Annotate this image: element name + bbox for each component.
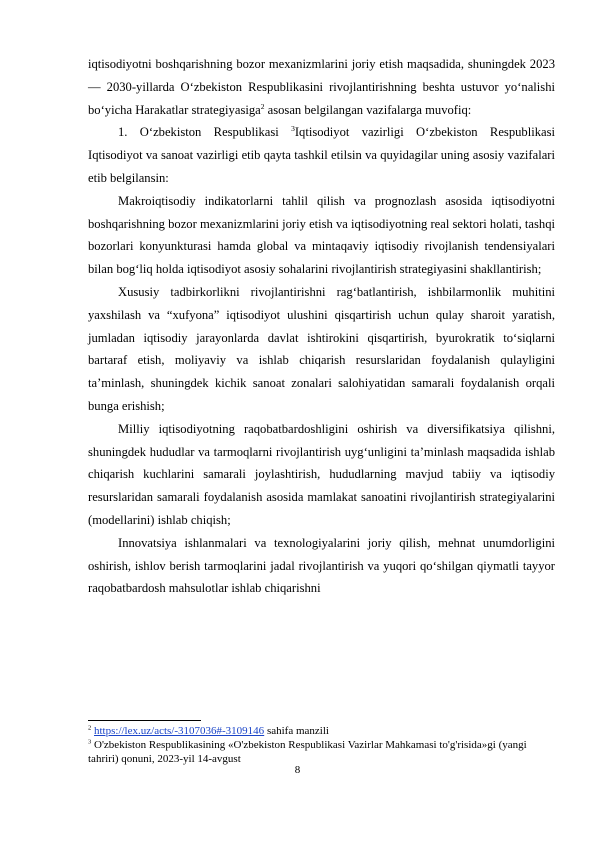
paragraph-item-1 [88, 121, 555, 189]
footnotes [88, 720, 555, 766]
footnote-separator [88, 720, 201, 721]
paragraph-national-economy: Milliy iqtisodiyotning raqobatbardoshligini oshirish va diversifikatsiya qilishni, shuningdek hududlar va tarmoqlarni rivojlantirish uyg‘unligini ta’minlash maqsadida ishlab chiqarish kuchlarini samarali joylashtirish, hududlarning mavjud tabiiy va iqtisodiy resurslaridan samarali foydalanish asosida mamlakat sanoatini rivojlantirish strategiyalarini (modellarini) ishlab chiqish; [88, 421, 555, 527]
footnote-mark-3: 3 [88, 738, 92, 746]
paragraph-intro [88, 53, 555, 121]
page-number: 8 [294, 764, 301, 776]
paragraph-macro-indicators: Makroiqtisodiy indikatorlarni tahlil qilish va prognozlash asosida iqtisodiyotni boshqarishning bozor mexanizmlarini joriy etish va iqtisodiyotning real sektori holati, tashqi bozorlari konyunkturasi hamda global va mintaqaviy iqtisodiy rivojlanish tendensiyalari bilan bog‘liq holda iqtisodiyot asosiy sohalarini rivojlantirish strategiyasini shakllantirish; [88, 193, 555, 277]
paragraph-innovation: Innovatsiya ishlanmalari va texnologiyalarini joriy qilish, mehnat unumdorligini oshirish, ishlov berish tarmoqlarini jadal rivojlantirish va yuqori qo‘shilgan qiymatli tayyor raqobatbardosh mahsulotlar ishlab chiqarishni [88, 535, 555, 596]
footnote-ref-3[interactable]: 3 [291, 124, 295, 134]
paragraph-item-1-start: 1. O‘zbekiston Respublikasi [118, 125, 292, 140]
footnote-3-text: O'zbekiston Respublikasining «O'zbekiston Respublikasi Vazirlar Mahkamasi to'g'risida»gi (yangi tahriri) qonuni, 2023-yil 14-avgust [88, 739, 527, 765]
footnote-3 [88, 738, 555, 766]
footnote-2-text: sahifa manzili [264, 725, 329, 737]
paragraph-intro-text: iqtisodiyotni boshqarishning bozor mexanizmlarini joriy etish maqsadida, shuningdek 2023 — 2030-yillarda O‘zbekiston Respublikasini rivojlantirishning beshta ustuvor yo‘nalishi bo‘yicha Harakatlar strategiyasiga [88, 57, 555, 117]
footnote-mark-2: 2 [88, 724, 92, 732]
footnote-2 [88, 724, 555, 738]
main-text [88, 53, 555, 600]
footnote-2-link[interactable]: https://lex.uz/acts/-3107036#-3109146 [94, 725, 265, 737]
paragraph-private-business: Xususiy tadbirkorlikni rivojlantirishni rag‘batlantirish, ishbilarmonlik muhitini yaxshilash va “xufyona” iqtisodiyot ulushini qisqartirish uchun qulay sharoit yaratish, jumladan iqtisodiy jarayonlarda davlat ishtirokini qisqartirish, byurokratik to‘siqlarni bartaraf etish, moliyaviy va ishlab chiqarish resurslaridan foydalanish qulayligini ta’minlash, shuningdek kichik sanoat zonalari salohiyatidan samarali foydalanish orqali bunga erishish; [88, 284, 555, 413]
paragraph-item-1-text: Iqtisodiyot vazirligi O‘zbekiston Respublikasi Iqtisodiyot va sanoat vazirligi etib qayta tashkil etilsin va quyidagilar uning asosiy vazifalari etib belgilansin: [88, 125, 555, 185]
paragraph-intro-text-end: asosan belgilangan vazifalarga muvofiq: [264, 102, 472, 117]
footnote-ref-2[interactable]: 2 [260, 101, 265, 111]
